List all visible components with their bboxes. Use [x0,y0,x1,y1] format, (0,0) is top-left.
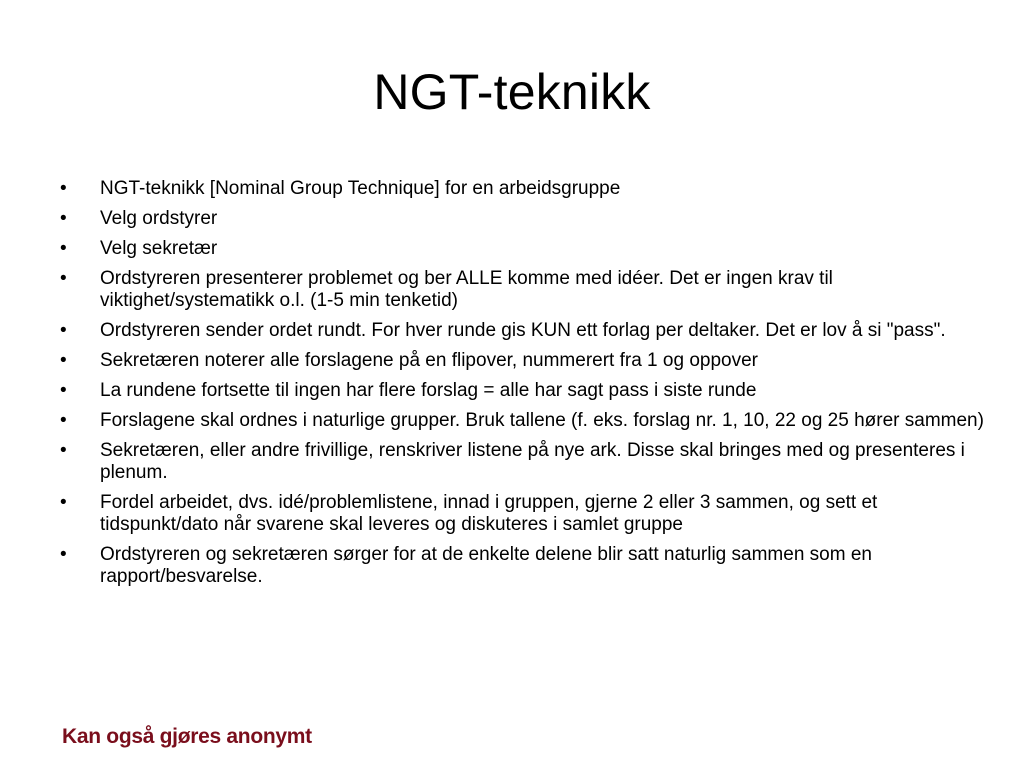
slide-title: NGT-teknikk [373,64,651,120]
bullet-item: • Fordel arbeidet, dvs. idé/problemlistene, innad i gruppen, gjerne 2 eller 3 sammen, og sett et tidspunkt/dato når svarene skal leveres og diskuteres i samlet gruppe [60,492,1000,536]
bullet-item: • Velg ordstyrer [60,208,1000,230]
bullet-list [60,178,1000,596]
footer-note: Kan også gjøres anonymt [62,725,312,748]
bullet-item: • Velg sekretær [60,238,1000,260]
bullet-item: • La rundene fortsette til ingen har flere forslag = alle har sagt pass i siste runde [60,380,1000,402]
bullet-item: • Ordstyreren sender ordet rundt. For hver runde gis KUN ett forlag per deltaker. Det er lov å si "pass". [60,320,1000,342]
bullet-item: • NGT-teknikk [Nominal Group Technique] for en arbeidsgruppe [60,178,1000,200]
bullet-item: • Forslagene skal ordnes i naturlige grupper. Bruk tallene (f. eks. forslag nr. 1, 10, 22 og 25 hører sammen) [60,410,1000,432]
bullet-item: • Ordstyreren presenterer problemet og ber ALLE komme med idéer. Det er ingen krav til viktighet/systematikk o.l. (1-5 min tenketid) [60,268,1000,312]
bullet-item: • Ordstyreren og sekretæren sørger for at de enkelte delene blir satt naturlig sammen som en rapport/besvarelse. [60,544,1000,588]
bullet-item: • Sekretæren, eller andre frivillige, renskriver listene på nye ark. Disse skal bringes med og presenteres i plenum. [60,440,1000,484]
bullet-item: • Sekretæren noterer alle forslagene på en flipover, nummerert fra 1 og oppover [60,350,1000,372]
